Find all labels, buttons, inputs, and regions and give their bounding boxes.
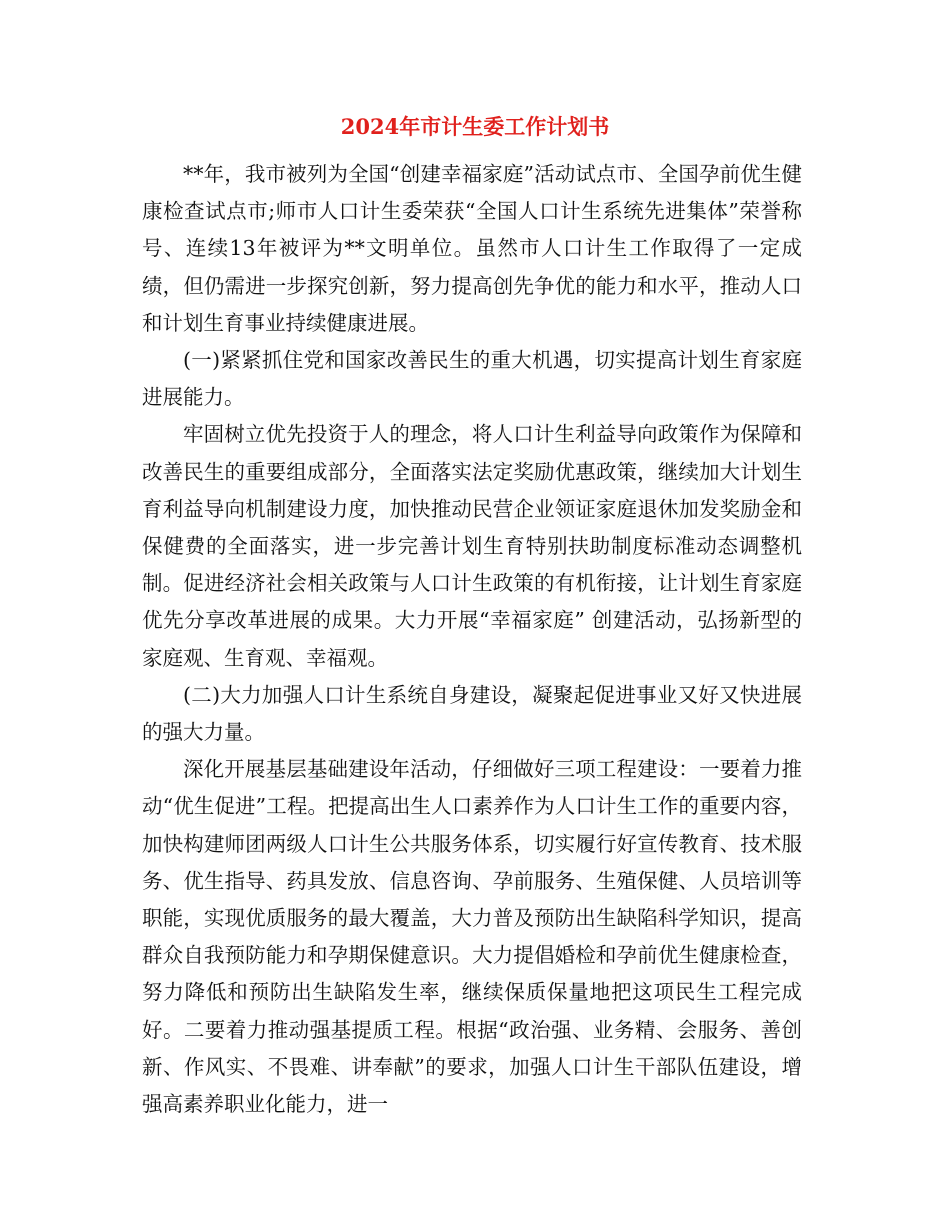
paragraph-section-1-heading: (一)紧紧抓住党和国家改善民生的重大机遇，切实提高计划生育家庭进展能力。 — [142, 348, 802, 410]
paragraph-intro: **年，我市被列为全国“创建幸福家庭”活动试点市、全国孕前优生健康检查试点市;师市人口计生委荣获“全国人口计生系统先进集体”荣誉称号、连续13年被评为**文明单位。虽然市人口计生工作取得了一定成绩，但仍需进一步探究创新，努力提高创先争优的能力和水平，推动人口和计划生育事业持续健康进展。 — [142, 162, 802, 335]
paragraph-section-1-body: 牢固树立优先投资于人的理念，将人口计生利益导向政策作为保障和改善民生的重要组成部分，全面落实法定奖励优惠政策，继续加大计划生育利益导向机制建设力度，加快推动民营企业领证家庭退休加发奖励金和保健费的全面落实，进一步完善计划生育特别扶助制度标准动态调整机制。促进经济社会相关政策与人口计生政策的有机衔接，让计划生育家庭优先分享改革进展的成果。大力开展“幸福家庭” 创建活动，弘扬新型的家庭观、生育观、幸福观。 — [142, 422, 802, 670]
paragraph-section-2-body: 深化开展基层基础建设年活动，仔细做好三项工程建设：一要着力推动“优生促进”工程。把提高出生人口素养作为人口计生工作的重要内容，加快构建师团两级人口计生公共服务体系，切实履行好宣传教育、技术服务、优生指导、药具发放、信息咨询、孕前服务、生殖保健、人员培训等职能，实现优质服务的最大覆盖，大力普及预防出生缺陷科学知识，提高群众自我预防能力和孕期保健意识。大力提倡婚检和孕前优生健康检查，努力降低和预防出生缺陷发生率，继续保质保量地把这项民生工程完成好。二要着力推动强基提质工程。根据“政治强、业务精、会服务、善创新、作风实、不畏难、讲奉献”的要求，加强人口计生干部队伍建设，增强高素养职业化能力，进一 — [142, 757, 802, 1117]
paragraph-section-2-heading: (二)大力加强人口计生系统自身建设，凝聚起促进事业又好又快进展的强大力量。 — [142, 682, 802, 745]
document-title: 2024年市计生委工作计划书 — [340, 114, 610, 139]
document-body — [142, 156, 802, 1123]
